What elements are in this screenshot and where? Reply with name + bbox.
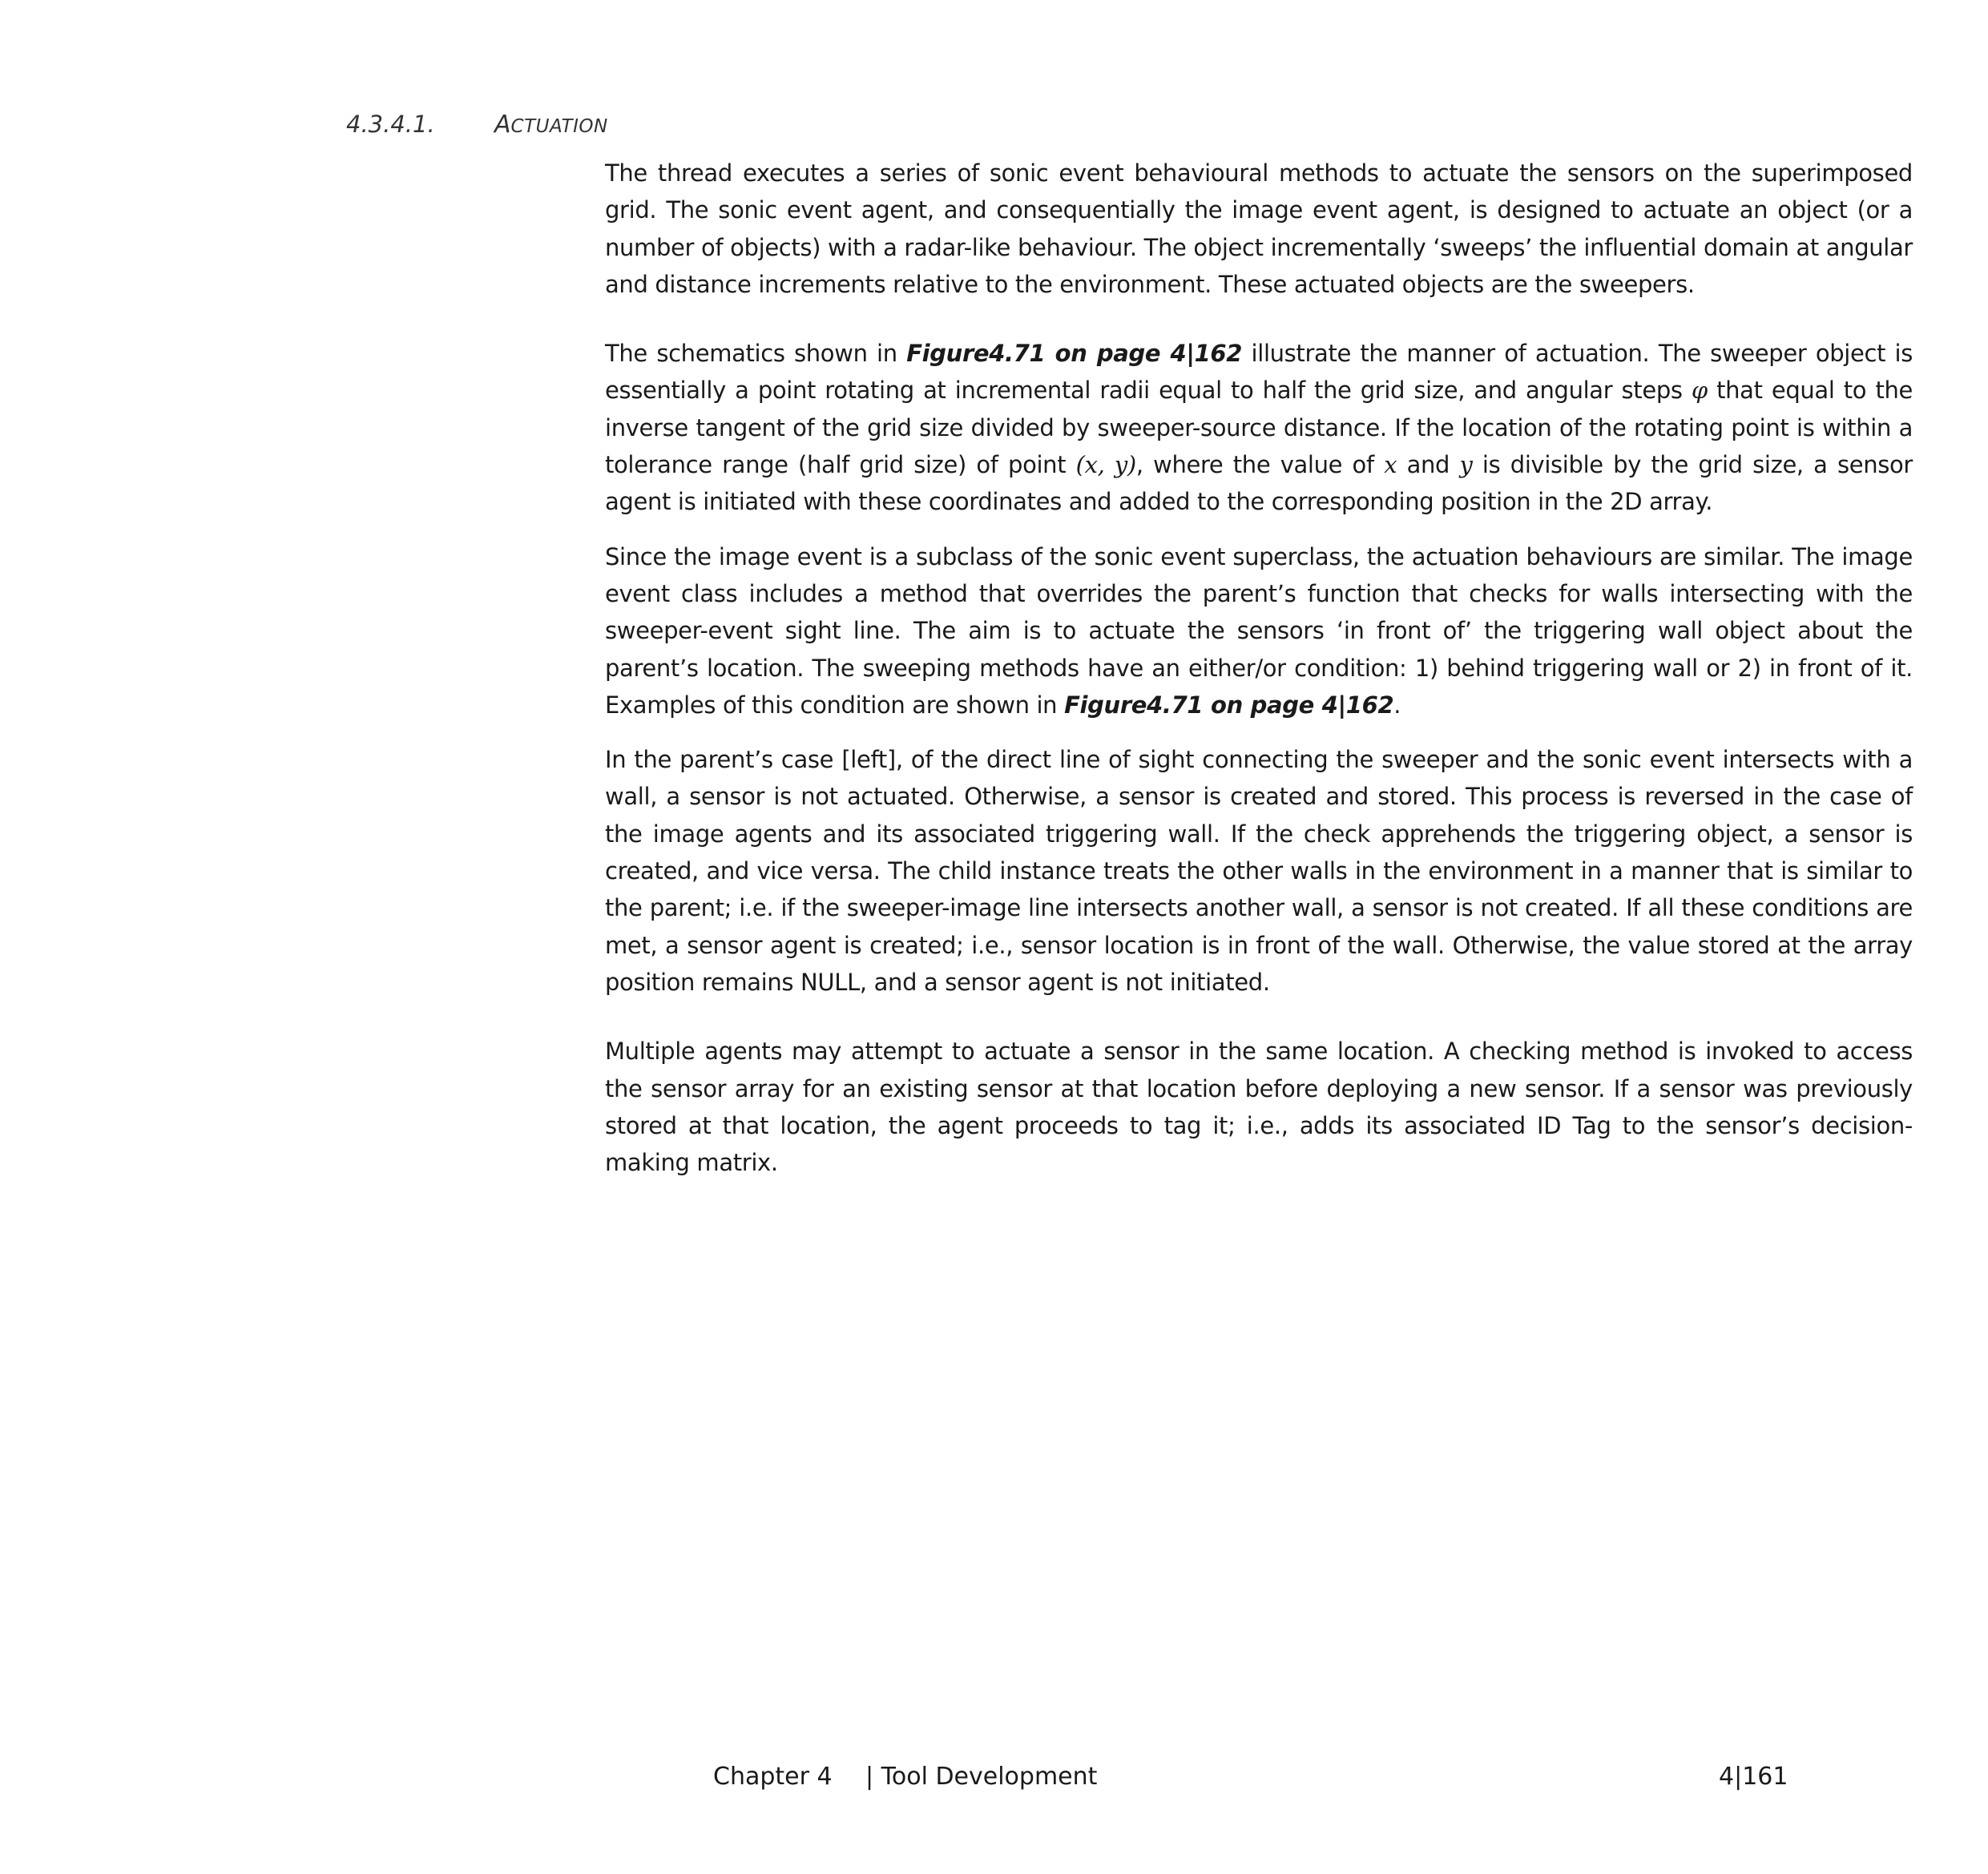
paragraph-1: The thread executes a series of sonic event behavioural methods to actuate the sensors on the superimposed grid. The sonic event agent, and consequentially the image event agent, is designed to actuate an object (or a number of objects) with a radar-like behaviour. The object incrementally ‘sweeps’ the influential domain at angular and distance increments relative to the environment. These actuated objects are the sweepers.: [605, 159, 1913, 298]
p3-text-a: Since the image event is a subclass of the sonic event superclass, the actuation behaviours are similar. The image event class includes a method that overrides the parent’s function that checks for walls intersecting with the sweeper-event sight line. The aim is to actuate the sensors ‘in front of’ the triggering wall object about the parent’s location. The sweeping methods have an either/or condition: 1) behind triggering wall or 2) in front of it. Examples of this condition are shown in: [605, 542, 1913, 719]
figure-reference-link[interactable]: Figure4.71 on page 4|162: [1064, 691, 1394, 719]
section-number: 4.3.4.1.: [346, 111, 435, 138]
p3-text-b: .: [1393, 691, 1401, 719]
paragraph-3: [605, 538, 1913, 723]
page-footer: [713, 1763, 1097, 1791]
section-title: [494, 111, 608, 138]
section-heading: [346, 111, 608, 139]
paragraph-2: [605, 335, 1913, 520]
section-title-rest: CTUATION: [510, 116, 608, 137]
x-variable: x: [1384, 451, 1397, 479]
body-text: [605, 155, 1913, 1181]
p2-text-f: is divisible by the grid size, a sensor agent is initiated with these coordinates and added to the corresponding position in the 2D array.: [605, 451, 1913, 516]
paragraph-4: In the parent’s case [left], of the direct line of sight connecting the sweeper and the sonic event intersects with a wall, a sensor is not actuated. Otherwise, a sensor is created and stored. This process is reversed in the case of the image agents and its associated triggering wall. If the check apprehends the triggering object, a sensor is created, and vice versa. The child instance treats the other walls in the environment in a manner that is similar to the parent; i.e. if the sweeper-image line intersects another wall, a sensor is not created. If all these conditions are met, a sensor agent is created; i.e., sensor location is in front of the wall. Otherwise, the value stored at the array position remains NULL, and a sensor agent is not initiated.: [605, 746, 1913, 996]
y-variable: y: [1459, 451, 1473, 479]
figure-reference-link[interactable]: Figure4.71 on page 4|162: [906, 340, 1243, 368]
phi-symbol: φ: [1691, 377, 1708, 405]
paragraph-5: Multiple agents may attempt to actuate a sensor in the same location. A checking method is invoked to access the sensor array for an existing sensor at that location before deploying a new sensor. If a sensor was previously stored at that location, the agent proceeds to tag it; i.e., adds its associated ID Tag to the sensor’s decision-making matrix.: [605, 1038, 1913, 1177]
p2-text-a: The schematics shown in: [605, 340, 907, 368]
p2-text-e: and: [1397, 451, 1460, 479]
page-number: 4|161: [1719, 1763, 1788, 1791]
p2-text-d: , where the value of: [1135, 451, 1385, 479]
p2-text-c: that equal to the inverse tangent of the grid size divided by sweeper-source distance. If the location of the rotating point is within a tolerance range (half grid size) of point: [605, 377, 1913, 479]
footer-chapter: Chapter 4: [713, 1763, 833, 1791]
point-coordinates: (x, y): [1075, 451, 1136, 479]
footer-chapter-title: | Tool Development: [865, 1763, 1098, 1791]
p2-text-b: illustrate the manner of actuation. The sweeper object is essentially a point rotating at incremental radii equal to half the grid size, and angular steps: [605, 340, 1913, 405]
section-title-initial: A: [494, 111, 511, 139]
